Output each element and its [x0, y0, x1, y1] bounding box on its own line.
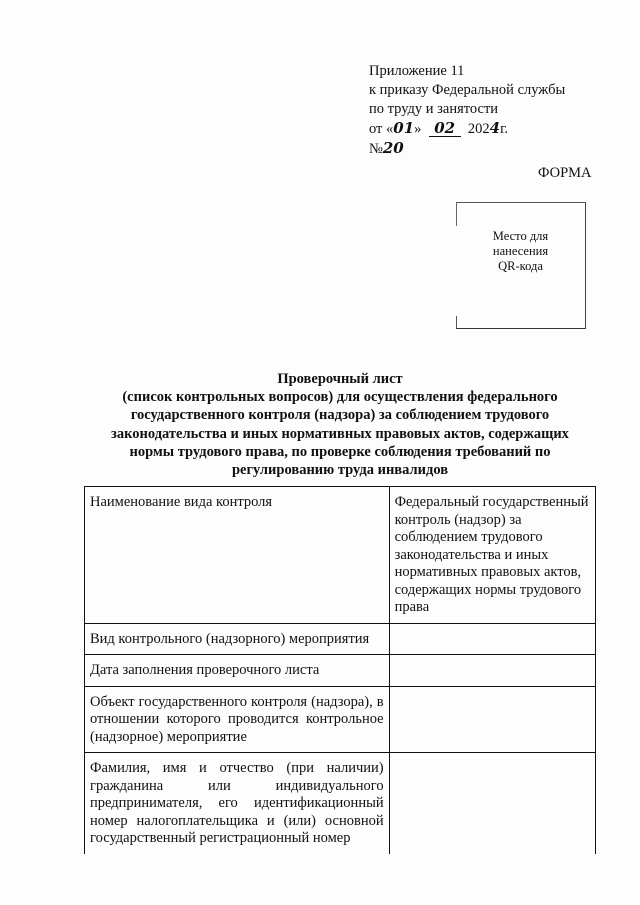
row-value-field[interactable] [389, 753, 595, 854]
qr-box-left-edge-bottom [456, 316, 457, 328]
appendix-order-ref: к приказу Федеральной службы [369, 82, 566, 98]
document-title [90, 370, 590, 479]
table-row [85, 623, 596, 655]
row-value-field[interactable] [389, 655, 595, 687]
date-year-handwritten: 4 [489, 119, 501, 137]
title-line-2: (список контрольных вопросов) для осуществления федерального [122, 389, 558, 406]
form-label: ФОРМА [538, 165, 592, 181]
row-label: Дата заполнения проверочного листа [85, 655, 390, 687]
row-value: Федеральный государственный контроль (надзор) за соблюдением трудового законодательства и иных нормативных правовых актов, содержащих нормы трудового права [389, 487, 595, 624]
number-handwritten: 20 [382, 139, 404, 157]
qr-text-line-3: QR-кода [498, 259, 543, 273]
appendix-agency: по труду и занятости [369, 101, 499, 117]
row-value-field[interactable] [389, 686, 595, 753]
date-prefix: от « [369, 121, 394, 137]
qr-placeholder-text [456, 229, 585, 274]
date-day-handwritten: 01 [393, 119, 415, 137]
row-value-field[interactable] [389, 623, 595, 655]
row-label: Вид контрольного (надзорного) мероприятия [85, 623, 390, 655]
table-row [85, 753, 596, 854]
number-prefix: № [369, 141, 383, 157]
date-year-prefix: 202 [467, 121, 490, 137]
table-row [85, 487, 596, 624]
date-suffix: г. [500, 121, 509, 137]
title-line-3: государственного контроля (надзора) за соблюдением трудового [130, 407, 550, 424]
row-label: Наименование вида контроля [85, 487, 390, 624]
appendix-title: Приложение 11 [369, 63, 465, 79]
appendix-block [369, 62, 565, 159]
checklist-info-table [84, 486, 596, 854]
qr-text-line-1: Место для [492, 229, 549, 243]
title-line-5: нормы трудового права, по проверке соблюдения требований по [129, 443, 551, 460]
table-row [85, 655, 596, 687]
row-label: Фамилия, имя и отчество (при наличии) гражданина или индивидуального предпринимателя, его идентификационный номер налогоплательщика и (или) основной государственный регистрационный номер [85, 753, 390, 854]
qr-text-line-2: нанесения [492, 244, 549, 258]
appendix-date [369, 119, 565, 139]
qr-box-left-edge-top [456, 202, 457, 226]
title-line-6: регулированию труда инвалидов [231, 462, 449, 479]
title-line-4: законодательства и иных нормативных правовых актов, содержащих [111, 425, 569, 442]
row-label: Объект государственного контроля (надзора), в отношении которого проводится контрольное (надзорное) мероприятие [85, 686, 390, 753]
title-line-1: Проверочный лист [277, 371, 403, 387]
table-row [85, 686, 596, 753]
appendix-number [369, 139, 565, 159]
date-mid: » [414, 121, 422, 137]
date-month-handwritten: 02 [429, 121, 461, 137]
